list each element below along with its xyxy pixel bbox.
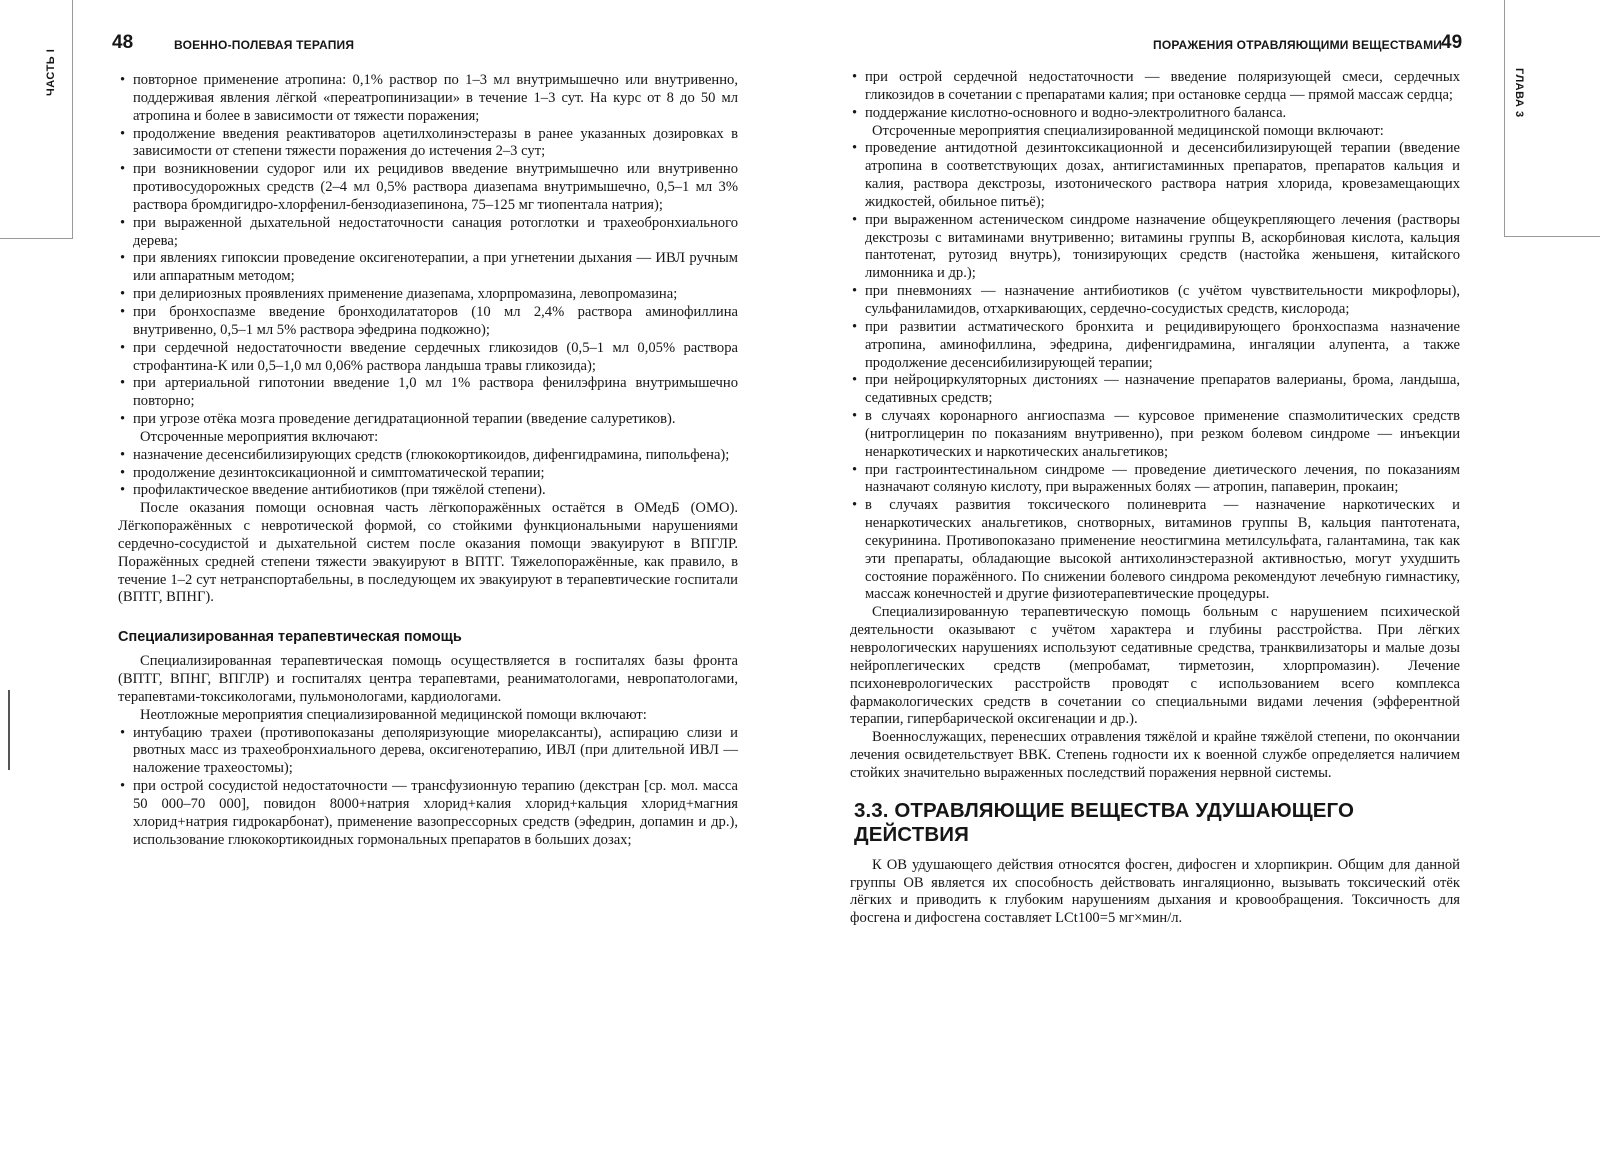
- list-item: • при выраженной дыхательной недостаточности санация ротоглотки и трахеобронхиального дерева;: [118, 215, 738, 251]
- list-item: • при нейроциркуляторных дистониях — назначение препаратов валерианы, брома, ландыша, седативных средств;: [850, 372, 1460, 408]
- paragraph: Специализированную терапевтическую помощь больным с нарушением психической деятельности оказывают с учётом характера и глубины расстройства. При лёгких неврологических нарушениях используют седативные средства, транквилизаторы и малые дозы нейроплегических средств (мепробамат, тирметозин, хлорпромазин). Лечение психоневрологических расстройств проводят с использованием всего комплекса фармакологических средств в сочетании со специальными видами лечения (эфферентной терапии, гипербарической оксигенации и др.).: [850, 604, 1460, 728]
- list-item: • назначение десенсибилизирующих средств (глюкокортикоидов, дифенгидрамина, пипольфена);: [118, 447, 738, 465]
- list-item: • в случаях развития токсического полиневрита — назначение наркотических и ненаркотических анальгетиков, снотворных, витаминов группы В, кальция пантотената, секуринина. Противопоказано применение неостигмина метилсульфата, галантамина, так как эти препараты, обладающие высокой антихолинэстеразной активностью, могут ухудшить состояние поражённого. По снижении болевого синдрома рекомендуют лечебную гимнастику, массаж конечностей и другие физиотерапевтические процедуры.: [850, 497, 1460, 604]
- section-heading: 3.3. ОТРАВЛЯЮЩИЕ ВЕЩЕСТВА УДУШАЮЩЕГО ДЕЙСТВИЯ: [854, 798, 1355, 846]
- side-tab-chapter: ГЛАВА 3: [1513, 68, 1525, 118]
- page-number: 49: [1441, 32, 1463, 53]
- list-item: • интубацию трахеи (противопоказаны деполяризующие миорелаксанты), аспирацию слизи и рвотных масс из трахеобронхиального дерева, оксигенотерапию, ИВЛ (при длительной ИВЛ — наложение трахеостомы);: [118, 725, 738, 779]
- list-item: • продолжение введения реактиваторов ацетилхолинэстеразы в ранее указанных дозировках в зависимости от степени тяжести поражения до истечения 2–3 сут;: [118, 126, 738, 162]
- running-head: ВОЕННО-ПОЛЕВАЯ ТЕРАПИЯ: [174, 38, 355, 52]
- list-item: • поддержание кислотно-основного и водно-электролитного баланса.: [850, 105, 1460, 123]
- list-item: • при острой сосудистой недостаточности — трансфузионную терапию (декстран [ср. мол. масса 50 000–70 000], повидон 8000+натрия хлорид+калия хлорид+кальция хлорид+магния хлорид+натрия гидрокарбонат), применение вазопрессорных средств (эфедрин, допамин и др.), использование глюкокортикоидных гормональных препаратов в больших дозах;: [118, 778, 738, 849]
- list-item: • при сердечной недостаточности введение сердечных гликозидов (0,5–1 мл 0,05% раствора строфантина-К или 0,5–1,0 мл 0,06% раствора ландыша травы гликозида);: [118, 340, 738, 376]
- list-item: • при бронхоспазме введение бронходилататоров (10 мл 2,4% раствора аминофиллина внутривенно, 0,5–1 мл 5% раствора эфедрина подкожно);: [118, 304, 738, 340]
- side-tab-rule: [0, 238, 73, 239]
- list-item: • проведение антидотной дезинтоксикационной и десенсибилизирующей терапии (введение атропина в соответствующих дозах, антигистаминных препаратов, препаратов кальция и калия, раствора декстрозы, изотонического раствора натрия хлорида, кровезамещающих жидкостей, обильное питьё);: [850, 140, 1460, 211]
- list-item: • повторное применение атропина: 0,1% раствор по 1–3 мл внутримышечно или внутривенно, поддерживая явления лёгкой «переатропинизации» в течение 1–3 сут. На курс от 8 до 50 мл атропина и более в зависимости от тяжести поражения;: [118, 72, 738, 126]
- page-number: 48: [112, 32, 134, 53]
- right-text-column: [850, 69, 1460, 928]
- paragraph: Военнослужащих, перенесших отравления тяжёлой и крайне тяжёлой степени, по окончании лечения освидетельствует ВВК. Степень годности их к военной службе определяется наличием стойких значительно выраженных последствий поражения нервной системы.: [850, 729, 1460, 781]
- paragraph: Неотложные мероприятия специализированной медицинской помощи включают:: [140, 706, 647, 723]
- left-text-column: [118, 72, 738, 849]
- list-item: • при явлениях гипоксии проведение оксигенотерапии, а при угнетении дыхания — ИВЛ ручным или аппаратным методом;: [118, 250, 738, 286]
- list-item: • при развитии астматического бронхита и рецидивирующего бронхоспазма назначение атропина, аминофиллина, эфедрина, дифенгидрамина, ингаляции алупента, а также продолжение десенсибилизирующей терапии;: [850, 319, 1460, 373]
- left-page: [0, 0, 790, 1158]
- list-item: • при возникновении судорог или их рецидивов введение внутримышечно или внутривенно противосудорожных средств (2–4 мл 0,5% раствора диазепама внутримышечно, 0,5–1 мл 3% раствора бромдигидро-хлорфенил-бензодиазепинона, 75–125 мг тиопентала натрия);: [118, 161, 738, 215]
- list-item: • при острой сердечной недостаточности — введение поляризующей смеси, сердечных гликозидов в сочетании с препаратами калия; при остановке сердца — прямой массаж сердца;: [850, 69, 1460, 105]
- running-head: ПОРАЖЕНИЯ ОТРАВЛЯЮЩИМИ ВЕЩЕСТВАМИ: [1153, 38, 1443, 52]
- acute-measures-list: [118, 72, 738, 429]
- list-item: • при артериальной гипотонии введение 1,0 мл 1% раствора фенилэфрина внутримышечно повторно;: [118, 375, 738, 411]
- delayed-measures-list: [118, 447, 738, 501]
- list-item: • при делириозных проявлениях применение диазепама, хлорпромазина, левопромазина;: [118, 286, 738, 304]
- list-item: • при угрозе отёка мозга проведение дегидратационной терапии (введение салуретиков).: [118, 411, 738, 429]
- list-item: • продолжение дезинтоксикационной и симптоматической терапии;: [118, 465, 738, 483]
- subsection-heading: Специализированная терапевтическая помощь: [118, 629, 462, 646]
- right-page: [790, 0, 1600, 1158]
- side-tab-rule: [72, 0, 73, 238]
- side-tab-rule: [1504, 236, 1600, 237]
- paragraph: После оказания помощи основная часть лёгкопоражённых остаётся в ОМедБ (ОМО). Лёгкопоражённых с невротической формой, со стойкими функциональными нарушениями сердечно-сосудистой и дыхательной систем после оказания помощи эвакуируют в ВПГЛР. Поражённых средней степени тяжести эвакуируют в ВПТГ. Тяжелопоражённые, как правило, в течение 1–2 сут нетранспортабельны, в последующем их эвакуируют в терапевтические госпитали (ВПТГ, ВПНГ).: [118, 500, 738, 606]
- paragraph: К ОВ удушающего действия относятся фосген, дифосген и хлорпикрин. Общим для данной группы ОВ является их способность действовать ингаляционно, вызывать токсический отёк лёгких и приводить к глубоким нарушениям дыхания и кровообращения. Токсичность для фосгена и дифосгена составляет LCt100=5 мг×мин/л.: [850, 856, 1460, 927]
- list-item: • при выраженном астеническом синдроме назначение общеукрепляющего лечения (растворы декстрозы с витаминами внутривенно; витамины группы В, аскорбиновая кислота, кальция пантотенат, рутозид внутрь), тонизирующих средств (настойка женьшеня, китайского лимонника и др.);: [850, 212, 1460, 283]
- paragraph: Отсроченные мероприятия включают:: [140, 428, 379, 445]
- edge-mark: [8, 690, 10, 770]
- paragraph: Специализированная терапевтическая помощь осуществляется в госпиталях базы фронта (ВПТГ, ВПНГ, ВПГЛР) и госпиталях центра терапевтами, реаниматологами, невропатологами, терапевтами-токсикологами, пульмонологами, кардиологами.: [118, 653, 738, 705]
- paragraph: Отсроченные мероприятия специализированной медицинской помощи включают:: [872, 122, 1384, 139]
- list-item: • при гастроинтестинальном синдроме — проведение диетического лечения, по показаниям назначают соляную кислоту, при выраженных болях — атропин, папаверин, прокаин;: [850, 462, 1460, 498]
- list-item: • профилактическое введение антибиотиков (при тяжёлой степени).: [118, 482, 738, 500]
- urgent-measures-list-cont: [850, 69, 1460, 123]
- delayed-specialized-list: [850, 140, 1460, 604]
- side-tab-part: ЧАСТЬ I: [45, 48, 57, 96]
- list-item: • при пневмониях — назначение антибиотиков (с учётом чувствительности микрофлоры), сульфаниламидов, отхаркивающих, сердечно-сосудистых средств, кислорода;: [850, 283, 1460, 319]
- urgent-measures-list: [118, 725, 738, 850]
- list-item: • в случаях коронарного ангиоспазма — курсовое применение спазмолитических средств (нитроглицерин по показаниям внутривенно), при резком болевом синдроме — инъекции ненаркотических и наркотических анальгетиков;: [850, 408, 1460, 462]
- side-tab-rule: [1504, 0, 1505, 236]
